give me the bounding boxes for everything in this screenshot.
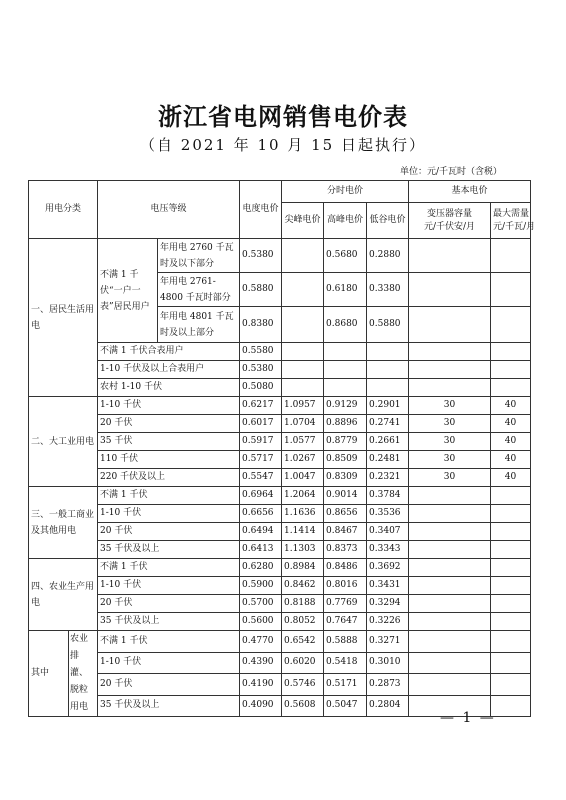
energy-price: 0.6656 [240,505,282,523]
transformer-price [409,273,491,307]
residential-tier: 年用电 2761-4800 千瓦时部分 [158,273,240,307]
transformer-price: 30 [409,415,491,433]
transformer-price [409,307,491,343]
peak-top-price: 0.8188 [282,595,324,613]
peak-top-price: 1.0267 [282,451,324,469]
page-number: — 1 — [440,710,496,726]
transformer-price [409,674,491,696]
energy-price: 0.5080 [240,379,282,397]
peak-price: 0.8373 [324,541,367,559]
peak-price: 0.5888 [324,631,367,653]
valley-price: 0.3784 [367,487,409,505]
header-max-demand [491,203,536,239]
energy-price: 0.8380 [240,307,282,343]
energy-price: 0.5380 [240,361,282,379]
transformer-price [409,577,491,595]
demand-price [491,559,531,577]
peak-top-price [282,273,324,307]
valley-price: 0.2321 [367,469,409,487]
residential-tier: 年用电 2760 千瓦时及以下部分 [158,239,240,273]
peak-top-price: 0.6020 [282,652,324,674]
valley-price: 0.2804 [367,695,409,717]
table-row [29,523,531,541]
energy-price: 0.6494 [240,523,282,541]
residential-tier: 年用电 4801 千瓦时及以上部分 [158,307,240,343]
demand-price [491,361,531,379]
peak-price: 0.8896 [324,415,367,433]
table-row [29,379,531,397]
energy-price: 0.5580 [240,343,282,361]
voltage-level: 20 千伏 [98,523,240,541]
demand-price [491,541,531,559]
voltage-level: 1-10 千伏 [98,505,240,523]
valley-price: 0.2661 [367,433,409,451]
table-row [29,239,531,273]
energy-price: 0.5380 [240,239,282,273]
peak-top-price: 1.0704 [282,415,324,433]
table-row [29,631,531,653]
transformer-price [409,361,491,379]
transformer-price [409,505,491,523]
peak-price: 0.8486 [324,559,367,577]
peak-top-price: 1.2064 [282,487,324,505]
demand-price [491,674,531,696]
voltage-level: 1-10 千伏 [98,397,240,415]
voltage-level: 35 千伏及以上 [98,541,240,559]
peak-top-price: 0.8052 [282,613,324,631]
demand-price [491,505,531,523]
voltage-level: 110 千伏 [98,451,240,469]
peak-top-price: 1.1303 [282,541,324,559]
demand-price: 40 [491,415,531,433]
transformer-price [409,613,491,631]
transformer-price [409,379,491,397]
header-basic-group: 基本电价 [409,181,531,203]
valley-price: 0.2880 [367,239,409,273]
table-row [29,415,531,433]
transformer-price [409,595,491,613]
header-peak-top: 尖峰电价 [282,203,324,239]
peak-price: 0.8656 [324,505,367,523]
demand-price [491,307,531,343]
peak-price: 0.8779 [324,433,367,451]
table-row [29,674,531,696]
voltage-level: 不满 1 千伏 [98,559,240,577]
peak-top-price: 0.5608 [282,695,324,717]
voltage-level: 不满 1 千伏合表用户 [98,343,240,361]
peak-top-price [282,379,324,397]
demand-price [491,595,531,613]
energy-price: 0.4390 [240,652,282,674]
energy-price: 0.5900 [240,577,282,595]
table-row [29,613,531,631]
demand-price [491,239,531,273]
voltage-level: 20 千伏 [98,415,240,433]
valley-price [367,379,409,397]
header-row-1 [29,181,531,203]
peak-top-price [282,361,324,379]
table-row [29,559,531,577]
voltage-level: 不满 1 千伏 [98,487,240,505]
header-peak: 高峰电价 [324,203,367,239]
peak-price [324,379,367,397]
valley-price: 0.3431 [367,577,409,595]
residential-ladder-label: 不满 1 千伏“一户一表”居民用户 [98,239,158,343]
peak-price: 0.8467 [324,523,367,541]
voltage-level: 35 千伏及以上 [98,613,240,631]
tariff-table [28,180,536,717]
demand-price: 40 [491,397,531,415]
table-row [29,487,531,505]
transformer-price [409,343,491,361]
energy-price: 0.5880 [240,273,282,307]
table-row [29,595,531,613]
peak-price: 0.8309 [324,469,367,487]
energy-price: 0.6280 [240,559,282,577]
table-row [29,577,531,595]
header-max-demand-label: 最大需量 [493,208,530,219]
transformer-price [409,541,491,559]
energy-price: 0.4770 [240,631,282,653]
category-general-business: 三、一般工商业及其他用电 [29,487,98,559]
peak-top-price [282,343,324,361]
voltage-level: 20 千伏 [98,595,240,613]
voltage-level: 220 千伏及以上 [98,469,240,487]
category-agriculture: 四、农业生产用电 [29,559,98,631]
valley-price: 0.2481 [367,451,409,469]
header-transformer [409,203,491,239]
peak-top-price: 0.8984 [282,559,324,577]
valley-price: 0.3010 [367,652,409,674]
energy-price: 0.6017 [240,415,282,433]
peak-top-price: 1.0047 [282,469,324,487]
voltage-level: 不满 1 千伏 [98,631,240,653]
peak-price [324,361,367,379]
peak-top-price: 0.5746 [282,674,324,696]
category-large-industry: 二、大工业用电 [29,397,98,487]
peak-top-price: 0.8462 [282,577,324,595]
voltage-level: 35 千伏 [98,433,240,451]
peak-top-price: 1.0577 [282,433,324,451]
unit-note: 单位：元/千瓦时（含税） [400,167,503,177]
table-row [29,361,531,379]
header-max-demand-unit: 元/千瓦/月 [493,221,536,232]
energy-price: 0.6413 [240,541,282,559]
voltage-level: 35 千伏及以上 [98,695,240,717]
table-row [29,343,531,361]
transformer-price [409,631,491,653]
table-row [29,652,531,674]
peak-top-price: 1.0957 [282,397,324,415]
demand-price [491,273,531,307]
category-residential: 一、居民生活用电 [29,239,98,397]
demand-price [491,379,531,397]
valley-price [367,361,409,379]
energy-price: 0.4090 [240,695,282,717]
document-title: 浙江省电网销售电价表 [158,102,408,131]
demand-price: 40 [491,451,531,469]
header-valley: 低谷电价 [367,203,409,239]
peak-price: 0.7647 [324,613,367,631]
demand-price [491,652,531,674]
energy-price: 0.5547 [240,469,282,487]
energy-price: 0.6964 [240,487,282,505]
voltage-level: 1-10 千伏 [98,577,240,595]
header-tou-group: 分时电价 [282,181,409,203]
peak-price: 0.8680 [324,307,367,343]
voltage-level: 农村 1-10 千伏 [98,379,240,397]
transformer-price [409,652,491,674]
demand-price [491,487,531,505]
table-row [29,433,531,451]
transformer-price: 30 [409,451,491,469]
voltage-level: 1-10 千伏 [98,652,240,674]
peak-price: 0.6180 [324,273,367,307]
header-energy-price: 电度电价 [240,181,282,239]
demand-price [491,523,531,541]
peak-price: 0.5418 [324,652,367,674]
table-row [29,451,531,469]
demand-price: 40 [491,433,531,451]
peak-price: 0.8016 [324,577,367,595]
valley-price: 0.2873 [367,674,409,696]
demand-price [491,631,531,653]
valley-price: 0.3294 [367,595,409,613]
energy-price: 0.6217 [240,397,282,415]
peak-price: 0.7769 [324,595,367,613]
transformer-price [409,239,491,273]
peak-price: 0.5047 [324,695,367,717]
energy-price: 0.4190 [240,674,282,696]
demand-price [491,577,531,595]
energy-price: 0.5700 [240,595,282,613]
peak-price [324,343,367,361]
peak-top-price [282,239,324,273]
valley-price: 0.3536 [367,505,409,523]
valley-price: 0.3226 [367,613,409,631]
qizhong-label: 其中 [29,631,69,717]
peak-price: 0.9129 [324,397,367,415]
peak-top-price: 1.1636 [282,505,324,523]
header-transformer-unit: 元/千伏安/月 [423,221,476,232]
header-transformer-label: 变压器容量 [427,208,473,219]
voltage-level: 20 千伏 [98,674,240,696]
transformer-price: 30 [409,397,491,415]
energy-price: 0.5600 [240,613,282,631]
document-subtitle: （自 2021 年 10 月 15 日起执行） [140,136,426,154]
table-row [29,505,531,523]
peak-top-price: 1.1414 [282,523,324,541]
valley-price: 0.3271 [367,631,409,653]
valley-price [367,343,409,361]
table-row [29,541,531,559]
transformer-price [409,487,491,505]
demand-price [491,695,531,717]
table-row [29,397,531,415]
transformer-price [409,559,491,577]
valley-price: 0.2741 [367,415,409,433]
demand-price [491,613,531,631]
energy-price: 0.5917 [240,433,282,451]
transformer-price [409,523,491,541]
peak-top-price: 0.6542 [282,631,324,653]
demand-price [491,343,531,361]
peak-top-price [282,307,324,343]
header-category: 用电分类 [29,181,98,239]
transformer-price: 30 [409,433,491,451]
valley-price: 0.3407 [367,523,409,541]
valley-price: 0.5880 [367,307,409,343]
energy-price: 0.5717 [240,451,282,469]
transformer-price: 30 [409,469,491,487]
valley-price: 0.2901 [367,397,409,415]
peak-price: 0.5171 [324,674,367,696]
valley-price: 0.3343 [367,541,409,559]
header-voltage: 电压等级 [98,181,240,239]
valley-price: 0.3380 [367,273,409,307]
valley-price: 0.3692 [367,559,409,577]
peak-price: 0.9014 [324,487,367,505]
category-irrigation: 农业排灌、脱粒用电 [69,631,98,717]
peak-price: 0.5680 [324,239,367,273]
demand-price: 40 [491,469,531,487]
voltage-level: 1-10 千伏及以上合表用户 [98,361,240,379]
table-row [29,469,531,487]
peak-price: 0.8509 [324,451,367,469]
